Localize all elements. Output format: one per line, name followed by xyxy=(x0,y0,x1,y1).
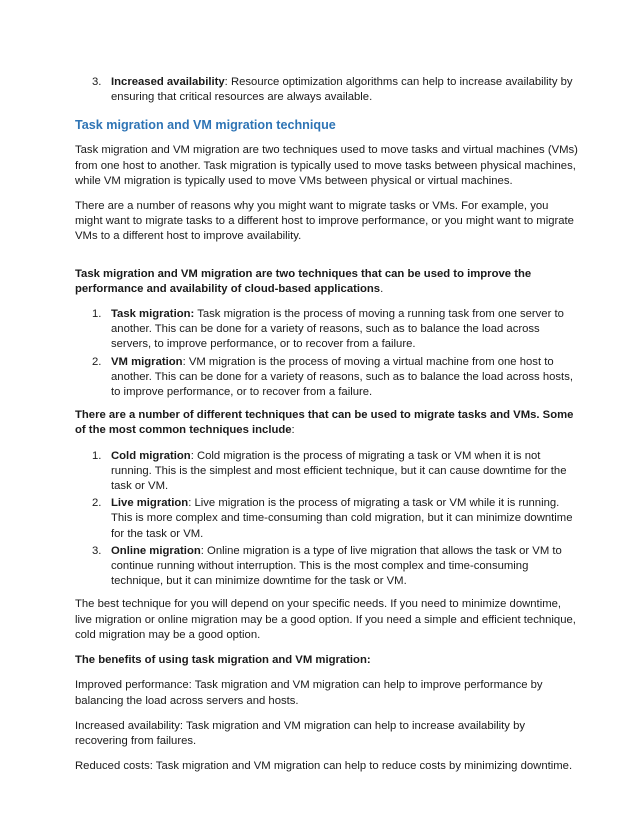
intro-paragraph-2: There are a number of reasons why you might want to migrate tasks or VMs. For example, you might want to migrate tasks to a different host to improve performance, or you might want to migrate VMs to a different host to improve availability. xyxy=(75,200,574,243)
benefit-paragraph-1: Improved performance: Task migration and VM migration can help to improve performance by balancing the load across servers and hosts. xyxy=(75,679,543,707)
list-item xyxy=(75,355,578,401)
list-term: Live migration xyxy=(111,497,189,510)
list-text: Task migration is the process of moving a running task from one server to another. This can be done for a variety of reasons, such as to balance the load across servers, to improve performance, or to recover from a failure. xyxy=(111,308,564,351)
section-heading: Task migration and VM migration technique xyxy=(75,118,336,133)
list-term: Online migration xyxy=(111,544,201,557)
bold-text-2: There are a number of different techniques that can be used to migrate tasks and VMs. Some of the most common techniques include xyxy=(75,409,574,437)
list-term: VM migration xyxy=(111,355,183,368)
list-item xyxy=(75,449,578,495)
list-item xyxy=(75,307,578,353)
benefits-title xyxy=(75,653,578,668)
list-number: 2. xyxy=(92,497,102,510)
bold-paragraph-2 xyxy=(75,408,578,438)
list-term: Task migration: xyxy=(111,308,195,321)
list-text: : Live migration is the process of migrating a task or VM while it is running. This is more complex and time-consuming than cold migration, but it can minimize downtime for the task or VM. xyxy=(111,497,573,540)
list-sep: : xyxy=(224,76,228,88)
list-term: Cold migration xyxy=(111,449,191,462)
benefit-paragraph-2: Increased availability: Task migration and VM migration can help to increase availability by recovering from failures. xyxy=(75,719,526,747)
list-text: : VM migration is the process of moving a virtual machine from one host to another. This can be done for a variety of reasons, such as to balance the load across hosts, to improve performance, or to recover from a failure. xyxy=(111,355,573,399)
list-item xyxy=(75,75,578,105)
bold-text-1: Task migration and VM migration are two techniques that can be used to improve the performance and availability of cloud-based applications xyxy=(75,267,532,295)
list-text: Resource optimization algorithms can help to increase availability by ensuring that critical resources are always available. xyxy=(111,76,573,104)
list-item xyxy=(75,496,578,542)
migration-types-list xyxy=(75,307,578,400)
list-item xyxy=(75,544,578,590)
intro-paragraph-1: Task migration and VM migration are two techniques used to move tasks and virtual machines (VMs) from one host to another. Task migration is typically used to move tasks between physical machines, while VM migration is typically used to move VMs between physical or virtual machines. xyxy=(75,144,578,187)
bold-text-2-end: : xyxy=(291,424,295,437)
list-number: 1. xyxy=(92,449,102,462)
migration-techniques-list xyxy=(75,449,578,590)
list-number: 3. xyxy=(92,544,102,557)
benefit-paragraph-3: Reduced costs: Task migration and VM migration can help to reduce costs by minimizing downtime. xyxy=(75,760,573,773)
list-text: : Cold migration is the process of migrating a task or VM when it is not running. This is the simplest and most efficient technique, but it can cause downtime for the task or VM. xyxy=(111,449,567,493)
list-term: Increased availability xyxy=(111,76,225,88)
list-text: : Online migration is a type of live migration that allows the task or VM to continue running without interruption. This is the most complex and time-consuming technique, but it can minimize downtime for the task or VM. xyxy=(111,544,562,588)
list-number: 3. xyxy=(92,76,102,88)
list-number: 2. xyxy=(92,355,102,368)
availability-list xyxy=(75,75,578,105)
bold-text-1-end: . xyxy=(380,282,384,295)
bold-paragraph-1 xyxy=(75,267,578,297)
list-number: 1. xyxy=(92,308,102,321)
best-technique-paragraph: The best technique for you will depend on your specific needs. If you need to minimize downtime, live migration or online migration may be a good option. If you need a simple and efficient technique, cold migration may be a good option. xyxy=(75,598,576,641)
benefits-title-text: The benefits of using task migration and VM migration: xyxy=(75,654,371,667)
